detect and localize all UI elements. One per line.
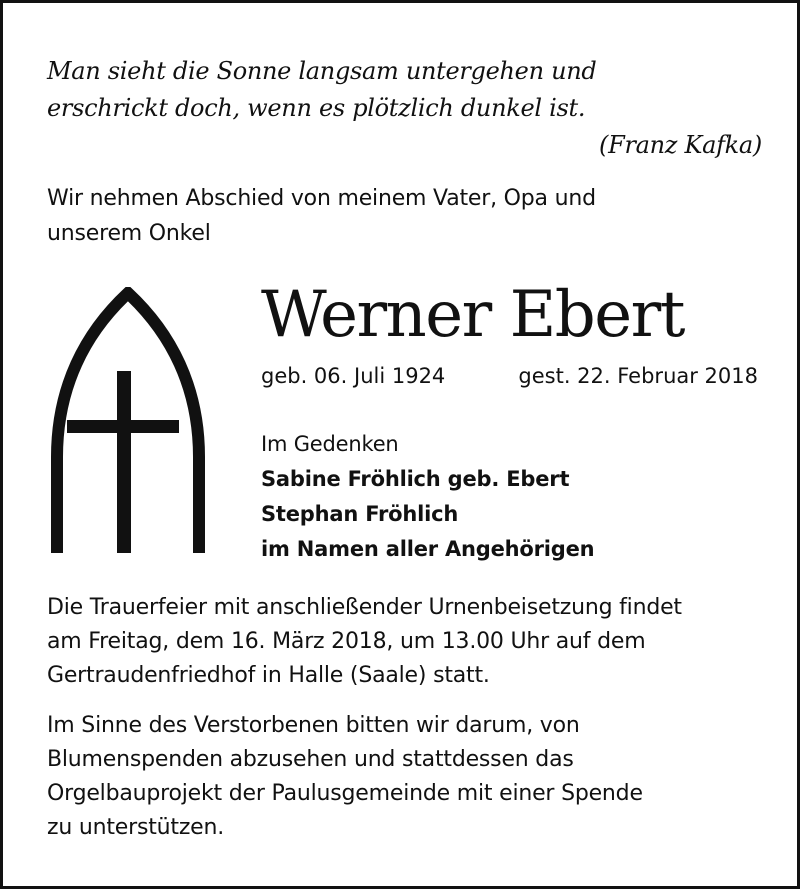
intro-line: unserem Onkel	[47, 221, 211, 246]
funeral-line: Die Trauerfeier mit anschließender Urnenbeisetzung findet	[47, 595, 682, 620]
mourner-name: Stephan Fröhlich	[261, 502, 459, 526]
kafka-quote	[47, 53, 762, 164]
mourner-name: im Namen aller Angehörigen	[261, 537, 595, 561]
life-dates	[261, 360, 758, 392]
request-line: zu unterstützen.	[47, 815, 225, 840]
request-line: Orgelbauprojekt der Paulusgemeinde mit einer Spende	[47, 781, 643, 806]
intro-line: Wir nehmen Abschied von meinem Vater, Opa und	[47, 186, 596, 211]
birth-date: geb. 06. Juli 1924	[261, 364, 446, 388]
funeral-line: Gertraudenfriedhof in Halle (Saale) statt.	[47, 663, 490, 688]
funeral-line: am Freitag, dem 16. März 2018, um 13.00 Uhr auf dem	[47, 629, 646, 654]
donation-request	[47, 709, 767, 845]
mourners-block	[261, 427, 594, 567]
death-date: gest. 22. Februar 2018	[518, 364, 758, 388]
quote-line: Man sieht die Sonne langsam untergehen und	[47, 57, 597, 85]
mourner-name: Sabine Fröhlich geb. Ebert	[261, 467, 570, 491]
request-line: Blumenspenden abzusehen und stattdessen das	[47, 747, 574, 772]
deceased-name: Werner Ebert	[261, 278, 684, 352]
funeral-details	[47, 591, 767, 693]
request-line: Im Sinne des Verstorbenen bitten wir darum, von	[47, 713, 580, 738]
quote-author: (Franz Kafka)	[599, 131, 762, 159]
mourners-heading: Im Gedenken	[261, 432, 399, 456]
church-window-cross-icon	[49, 287, 207, 553]
quote-line: erschrickt doch, wenn es plötzlich dunkel ist.	[47, 94, 586, 122]
farewell-intro	[47, 181, 762, 251]
